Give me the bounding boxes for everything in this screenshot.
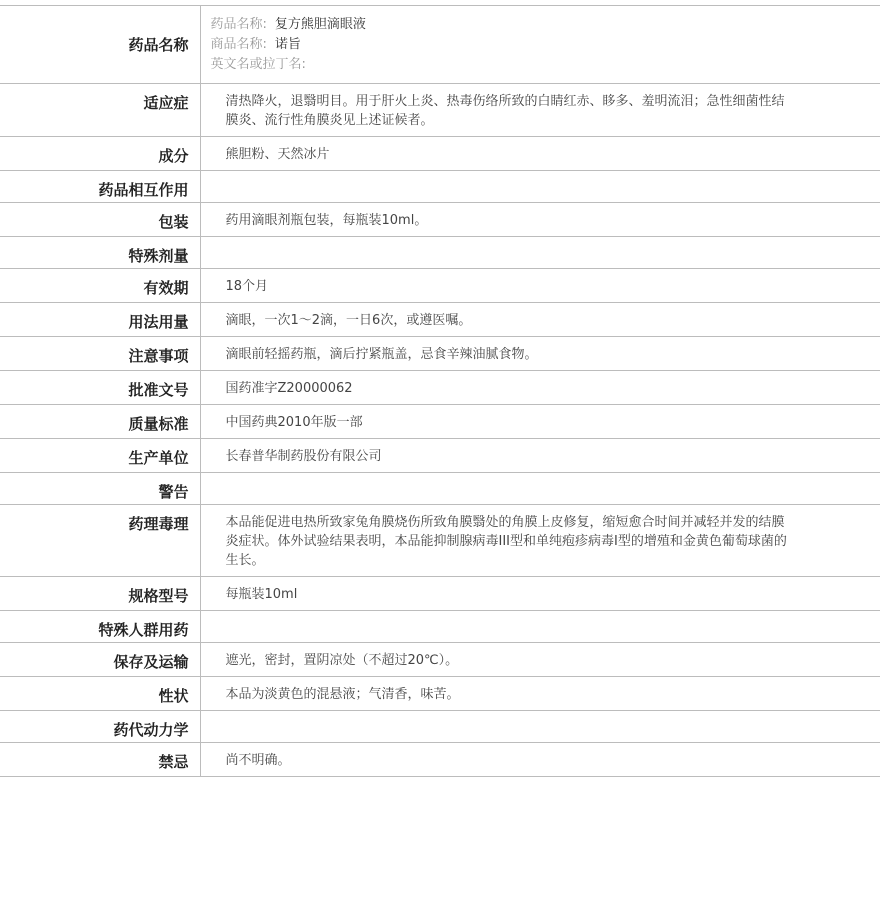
- row-label: 有效期: [0, 269, 200, 303]
- row-label: 适应症: [0, 84, 200, 137]
- table-row-interactions: [0, 171, 880, 203]
- generic-name-key: 药品名称:: [210, 17, 267, 32]
- row-label: 注意事项: [0, 337, 200, 371]
- trade-name-key: 商品名称:: [210, 37, 267, 52]
- table-row-storage: [0, 643, 880, 677]
- row-label: 保存及运输: [0, 643, 200, 677]
- row-value: 每瓶装10ml: [200, 577, 880, 611]
- row-label: 成分: [0, 137, 200, 171]
- row-value: 滴眼，一次1～2滴，一日6次，或遵医嘱。: [200, 303, 880, 337]
- row-value: [200, 711, 880, 743]
- row-value: 药用滴眼剂瓶包装，每瓶装10ml。: [200, 203, 880, 237]
- generic-name-value: 复方熊胆滴眼液: [274, 17, 366, 32]
- row-value: [200, 237, 880, 269]
- row-value: 本品为淡黄色的混悬液；气清香，味苦。: [200, 677, 880, 711]
- trade-name-line: [211, 35, 871, 55]
- table-row-description: [0, 677, 880, 711]
- row-label: 药理毒理: [0, 505, 200, 577]
- row-label: 用法用量: [0, 303, 200, 337]
- row-label: 警告: [0, 473, 200, 505]
- row-value: 清热降火，退翳明目。用于肝火上炎、热毒伤络所致的白睛红赤、眵多、羞明流泪；急性细菌性结膜炎、流行性角膜炎见上述证候者。: [200, 84, 880, 137]
- row-value: [200, 171, 880, 203]
- table-row-special-dosage: [0, 237, 880, 269]
- row-label: 批准文号: [0, 371, 200, 405]
- table-row-pharmacokinetics: [0, 711, 880, 743]
- row-label: 药品相互作用: [0, 171, 200, 203]
- drug-name-cell: [200, 6, 880, 84]
- trade-name-value: 诺旨: [274, 37, 301, 52]
- table-row-packaging: [0, 203, 880, 237]
- row-value: 长春普华制药股份有限公司: [200, 439, 880, 473]
- drug-name-label: 药品名称: [0, 6, 200, 84]
- row-label: 特殊人群用药: [0, 611, 200, 643]
- table-row-contraindications: [0, 743, 880, 777]
- drug-info-table: [0, 5, 880, 777]
- row-value: 国药准字Z20000062: [200, 371, 880, 405]
- row-value: 滴眼前轻摇药瓶，滴后拧紧瓶盖，忌食辛辣油腻食物。: [200, 337, 880, 371]
- table-row-manufacturer: [0, 439, 880, 473]
- row-value: 本品能促进电热所致家兔角膜烧伤所致角膜翳处的角膜上皮修复，缩短愈合时间并减轻并发的结膜炎症状。体外试验结果表明，本品能抑制腺病毒III型和单纯疱疹病毒I型的增殖和金黄色葡萄球菌的生长。: [200, 505, 880, 577]
- generic-name-line: [211, 15, 871, 35]
- row-value: 尚不明确。: [200, 743, 880, 777]
- row-label: 质量标准: [0, 405, 200, 439]
- table-row-specification: [0, 577, 880, 611]
- english-name-key: 英文名或拉丁名:: [210, 57, 306, 72]
- row-label: 性状: [0, 677, 200, 711]
- row-value: 18个月: [200, 269, 880, 303]
- row-label: 规格型号: [0, 577, 200, 611]
- row-label: 禁忌: [0, 743, 200, 777]
- row-value: 遮光，密封，置阴凉处（不超过20℃）。: [200, 643, 880, 677]
- table-row-drug-name: [0, 6, 880, 84]
- row-value: [200, 473, 880, 505]
- row-label: 包装: [0, 203, 200, 237]
- table-row-dosage: [0, 303, 880, 337]
- row-value: 中国药典2010年版一部: [200, 405, 880, 439]
- table-row-approval-number: [0, 371, 880, 405]
- row-value: 熊胆粉、天然冰片: [200, 137, 880, 171]
- row-label: 生产单位: [0, 439, 200, 473]
- table-row-shelf-life: [0, 269, 880, 303]
- table-row-quality-standard: [0, 405, 880, 439]
- table-row-special-population: [0, 611, 880, 643]
- row-label: 药代动力学: [0, 711, 200, 743]
- table-row-indications: [0, 84, 880, 137]
- table-row-pharmacology: [0, 505, 880, 577]
- table-row-ingredients: [0, 137, 880, 171]
- row-label: 特殊剂量: [0, 237, 200, 269]
- row-value: [200, 611, 880, 643]
- table-row-warning: [0, 473, 880, 505]
- table-row-precautions: [0, 337, 880, 371]
- english-name-line: [211, 55, 871, 75]
